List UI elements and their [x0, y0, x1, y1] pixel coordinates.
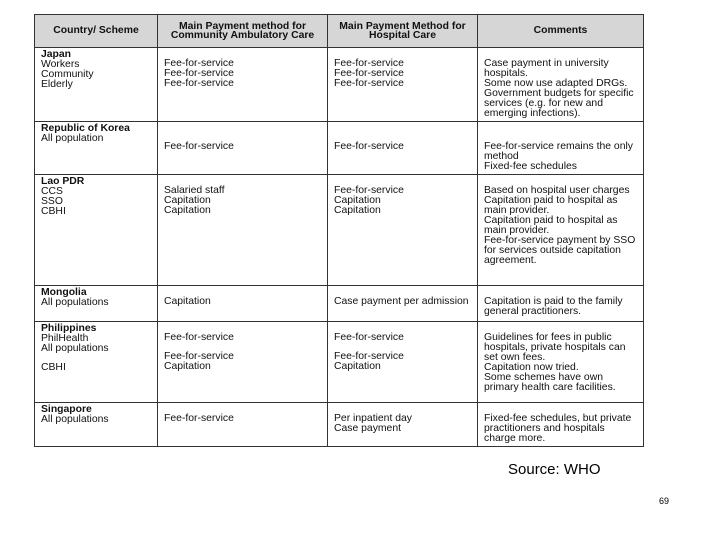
comment-text: Fee-for-service payment by SSO for services outside capitation agreement. [484, 235, 636, 266]
page-number: 69 [659, 496, 670, 506]
table-row [35, 403, 644, 447]
country-name: Republic of Korea [41, 123, 130, 134]
comment-text: Based on hospital user charges [484, 185, 630, 196]
scheme-name: All populations [41, 414, 109, 425]
country-name: Japan [41, 49, 72, 60]
country-name: Mongolia [41, 287, 87, 298]
comments-cell [478, 175, 644, 286]
comment-text: Fixed-fee schedules [484, 161, 577, 172]
comment-text: Some now use adapted DRGs. [484, 78, 628, 89]
scheme-name: All population [41, 133, 104, 144]
hospital-cell [328, 403, 478, 447]
ambulatory-cell [158, 403, 328, 447]
hospital-method: Fee-for-service [334, 332, 404, 343]
comments-cell [478, 48, 644, 122]
comment-text: Fee-for-service remains the only method [484, 141, 633, 162]
ambulatory-method: Capitation [164, 195, 211, 206]
hospital-cell [328, 122, 478, 175]
table-row [35, 175, 644, 286]
table-body [35, 48, 644, 447]
ambulatory-cell [158, 322, 328, 403]
country-cell [35, 175, 158, 286]
ambulatory-method: Capitation [164, 296, 211, 307]
hospital-method: Case payment [334, 423, 401, 434]
scheme-name: CCS [41, 186, 63, 197]
comments-cell [478, 403, 644, 447]
country-cell [35, 403, 158, 447]
hospital-cell [328, 175, 478, 286]
hospital-cell [328, 48, 478, 122]
ambulatory-method: Fee-for-service [164, 332, 234, 343]
hospital-method: Fee-for-service [334, 141, 404, 152]
source-caption: Source: WHO [508, 461, 601, 478]
table-row [35, 286, 644, 322]
ambulatory-method: Fee-for-service [164, 141, 234, 152]
comments-cell [478, 322, 644, 403]
hospital-method: Capitation [334, 205, 381, 216]
hospital-cell [328, 286, 478, 322]
comments-cell [478, 122, 644, 175]
hospital-method: Fee-for-service [334, 351, 404, 362]
comment-text: Guidelines for fees in public hospitals, private hospitals can set own fees. [484, 332, 626, 363]
comment-text: Capitation paid to hospital as main provider. [484, 215, 618, 236]
country-cell [35, 122, 158, 175]
comment-text: Capitation paid to hospital as main provider. [484, 195, 618, 216]
scheme-name: All populations [41, 343, 109, 354]
country-cell [35, 48, 158, 122]
comment-text: Fixed-fee schedules, but private practitioners and hospitals charge more. [484, 413, 632, 444]
hospital-method: Case payment per admission [334, 296, 469, 307]
scheme-name: Community [41, 69, 94, 80]
scheme-name: SSO [41, 196, 63, 207]
comment-text: Capitation now tried. [484, 362, 579, 373]
comment-text: Government budgets for specific services (e.g. for new and emerging infections). [484, 88, 634, 119]
country-name: Philippines [41, 323, 97, 334]
ambulatory-method: Fee-for-service [164, 58, 234, 69]
hospital-method: Fee-for-service [334, 58, 404, 69]
hospital-method: Capitation [334, 195, 381, 206]
ambulatory-method: Fee-for-service [164, 413, 234, 424]
table-row [35, 322, 644, 403]
spacer [334, 124, 472, 133]
payment-methods-table [34, 14, 644, 447]
comment-text: Capitation is paid to the family general practitioners. [484, 296, 623, 317]
country-cell [35, 322, 158, 403]
scheme-name: CBHI [41, 206, 66, 217]
ambulatory-cell [158, 48, 328, 122]
ambulatory-method: Fee-for-service [164, 68, 234, 79]
ambulatory-method: Fee-for-service [164, 78, 234, 89]
hospital-method: Per inpatient day [334, 413, 412, 424]
ambulatory-cell [158, 286, 328, 322]
header-hospital: Main Payment Method for Hospital Care [328, 15, 478, 48]
table-row [35, 122, 644, 175]
comment-text: Case payment in university hospitals. [484, 58, 609, 79]
ambulatory-cell [158, 122, 328, 175]
scheme-name: Workers [41, 59, 80, 70]
ambulatory-cell [158, 175, 328, 286]
header-country: Country/ Scheme [35, 15, 158, 48]
ambulatory-method: Fee-for-service [164, 351, 234, 362]
hospital-method: Capitation [334, 361, 381, 372]
ambulatory-method: Capitation [164, 361, 211, 372]
hospital-method: Fee-for-service [334, 185, 404, 196]
spacer [164, 124, 322, 133]
spacer [484, 124, 638, 133]
header-ambulatory: Main Payment method for Community Ambulatory Care [158, 15, 328, 48]
ambulatory-method: Capitation [164, 205, 211, 216]
ambulatory-method: Salaried staff [164, 185, 225, 196]
hospital-cell [328, 322, 478, 403]
comment-text: Some schemes have own primary health care facilities. [484, 372, 616, 393]
comments-cell [478, 286, 644, 322]
scheme-name: Elderly [41, 79, 73, 90]
scheme-name: All populations [41, 297, 109, 308]
hospital-method: Fee-for-service [334, 78, 404, 89]
country-cell [35, 286, 158, 322]
scheme-name: CBHI [41, 362, 66, 373]
header-comments: Comments [478, 15, 644, 48]
table-header-row [35, 15, 644, 48]
table-row [35, 48, 644, 122]
country-name: Singapore [41, 404, 92, 415]
scheme-name: PhilHealth [41, 333, 89, 344]
hospital-method: Fee-for-service [334, 68, 404, 79]
country-name: Lao PDR [41, 176, 85, 187]
